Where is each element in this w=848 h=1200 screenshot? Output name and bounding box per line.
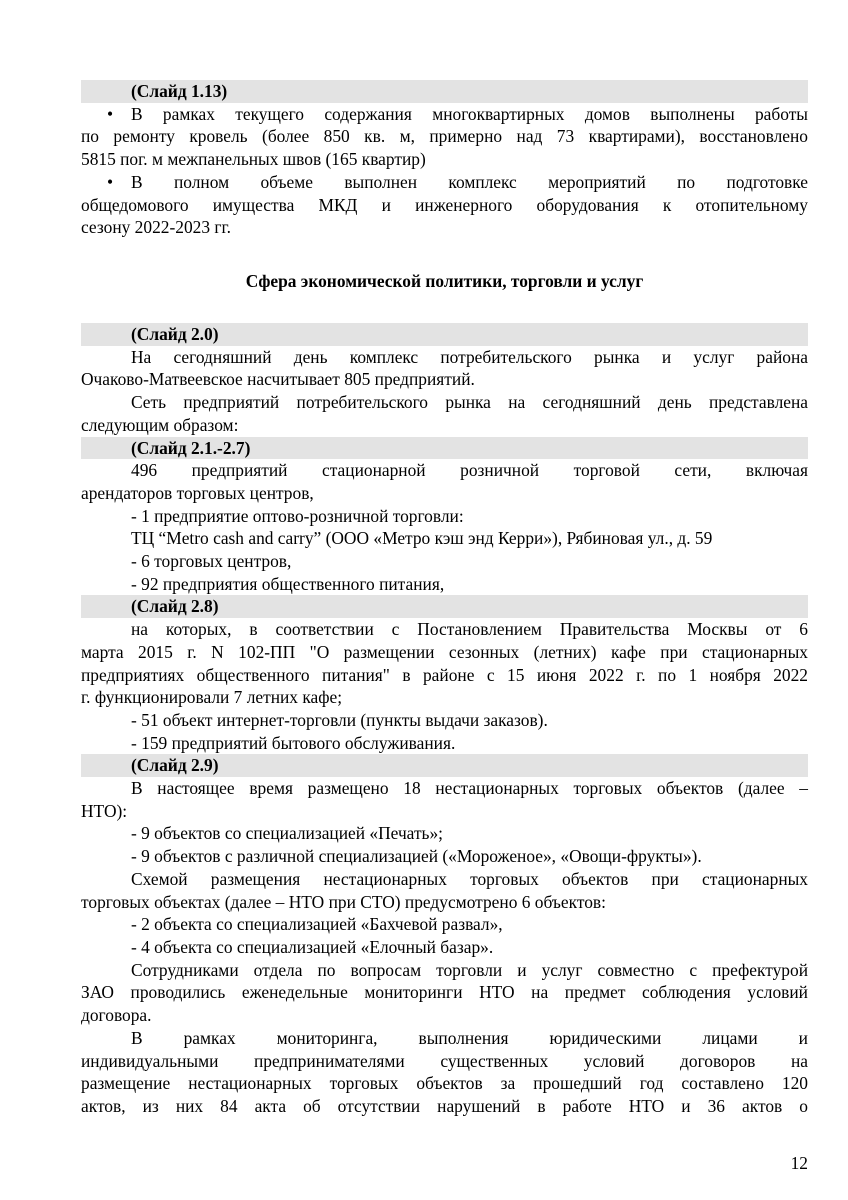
text-line: размещение нестационарных торговых объектов за прошедший год составлено 120 bbox=[81, 1073, 808, 1094]
list-item: - 4 объекта со специализацией «Елочный базар». bbox=[131, 936, 494, 957]
text-line: марта 2015 г. N 102-ПП "О размещении сезонных (летних) кафе при стационарных bbox=[81, 641, 808, 662]
text-line: предприятиях общественного питания" в районе с 15 июня 2022 г. по 1 ноября 2022 bbox=[81, 664, 808, 685]
text-line: следующим образом: bbox=[81, 414, 239, 435]
text-line: Сотрудниками отдела по вопросам торговли и услуг совместно с префектурой bbox=[131, 959, 808, 980]
bullet-line: • В рамках текущего содержания многоквартирных домов выполнены работы bbox=[107, 103, 808, 124]
slide-label: (Слайд 2.9) bbox=[81, 754, 808, 777]
text-line: Сеть предприятий потребительского рынка на сегодняшний день представлена bbox=[131, 392, 808, 413]
text-line: г. функционировали 7 летних кафе; bbox=[81, 687, 343, 708]
text-line: индивидуальными предпринимателями существенных условий договоров на bbox=[81, 1050, 808, 1071]
list-item: - 92 предприятия общественного питания, bbox=[131, 573, 445, 594]
list-item: - 51 объект интернет-торговли (пункты выдачи заказов). bbox=[131, 709, 548, 730]
text-line: ЗАО проводились еженедельные мониторинги НТО на предмет соблюдения условий bbox=[81, 982, 808, 1003]
text-line: 496 предприятий стационарной розничной торговой сети, включая bbox=[131, 460, 808, 481]
text-line: Очаково-Матвеевское насчитывает 805 предприятий. bbox=[81, 369, 475, 390]
bullet-line: • В полном объеме выполнен комплекс мероприятий по подготовке bbox=[107, 171, 808, 192]
text-line: 5815 пог. м межпанельных швов (165 квартир) bbox=[81, 149, 426, 170]
slide-label: (Слайд 1.13) bbox=[81, 80, 808, 103]
text-line: по ремонту кровель (более 850 кв. м, примерно над 73 квартирами), восстановлено bbox=[81, 126, 808, 147]
text-line: торговых объектах (далее – НТО при СТО) предусмотрено 6 объектов: bbox=[81, 891, 606, 912]
bullet-icon: • bbox=[107, 103, 114, 124]
section-heading: Сфера экономической политики, торговли и услуг bbox=[245, 270, 644, 291]
list-item: ТЦ “Metro cash and carry” (ООО «Метро кэш энд Керри»), Рябиновая ул., д. 59 bbox=[131, 528, 713, 549]
text-line: В рамках мониторинга, выполнения юридическими лицами и bbox=[131, 1027, 808, 1048]
list-item: - 6 торговых центров, bbox=[131, 551, 292, 572]
list-item: - 1 предприятие оптово-розничной торговли: bbox=[131, 505, 464, 526]
bullet-icon: • bbox=[107, 171, 114, 192]
text-line: сезону 2022-2023 гг. bbox=[81, 217, 232, 238]
text-line: Схемой размещения нестационарных торговых объектов при стационарных bbox=[131, 868, 808, 889]
slide-label: (Слайд 2.0) bbox=[81, 323, 808, 346]
text-line: арендаторов торговых центров, bbox=[81, 482, 314, 503]
text-line: договора. bbox=[81, 1005, 152, 1026]
page-number: 12 bbox=[790, 1153, 808, 1173]
text-line: На сегодняшний день комплекс потребительского рынка и услуг района bbox=[131, 346, 808, 367]
text-line: на которых, в соответствии с Постановлением Правительства Москвы от 6 bbox=[131, 619, 808, 640]
text-line: НТО): bbox=[81, 800, 128, 821]
list-item: - 159 предприятий бытового обслуживания. bbox=[131, 732, 456, 753]
list-item: - 9 объектов с различной специализацией («Мороженое», «Овощи-фрукты»). bbox=[131, 846, 702, 867]
list-item: - 9 объектов со специализацией «Печать»; bbox=[131, 823, 444, 844]
list-item: - 2 объекта со специализацией «Бахчевой развал», bbox=[131, 914, 503, 935]
slide-label: (Слайд 2.1.-2.7) bbox=[81, 437, 808, 460]
text-line: актов, из них 84 акта об отсутствии нарушений в работе НТО и 36 актов о bbox=[81, 1095, 808, 1116]
text-line: В настоящее время размещено 18 нестационарных торговых объектов (далее – bbox=[131, 778, 808, 799]
slide-label: (Слайд 2.8) bbox=[81, 595, 808, 618]
text-line: общедомового имущества МКД и инженерного оборудования к отопительному bbox=[81, 194, 808, 215]
